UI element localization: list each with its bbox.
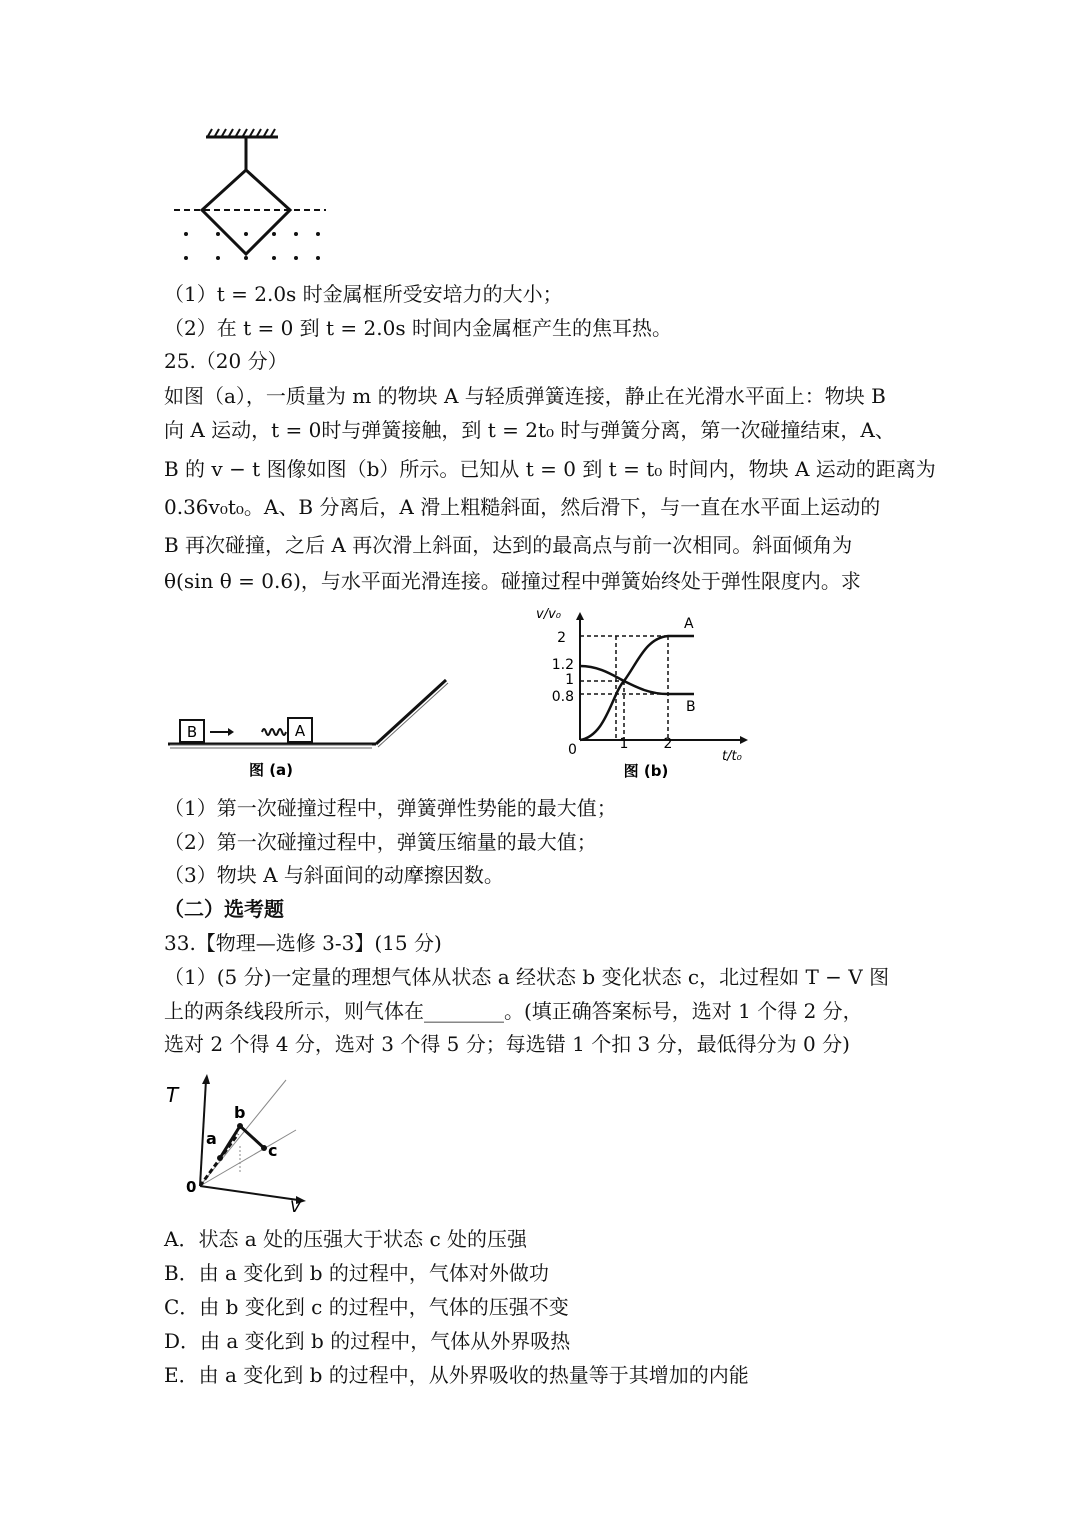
option-d: D．由 a 变化到 b 的过程中，气体从外界吸热 bbox=[164, 1329, 571, 1353]
arrow-head-icon bbox=[228, 728, 234, 736]
q25-body-line: 向 A 运动，t = 0时与弹簧接触，到 t = 2t₀ 时与弹簧分离，第一次碰撞结束，A、 bbox=[164, 418, 895, 442]
origin-label: 0 bbox=[186, 1178, 197, 1196]
segment-bc bbox=[240, 1126, 264, 1148]
q25-body-line: B 再次碰撞，之后 A 再次滑上斜面，达到的最高点与前一次相同。斜面倾角为 bbox=[164, 533, 853, 557]
block-b-label: B bbox=[186, 723, 198, 741]
spring-icon bbox=[262, 729, 286, 735]
block-a-label: A bbox=[294, 722, 306, 740]
y-tick-label: 2 bbox=[557, 630, 566, 646]
option-b: B．由 a 变化到 b 的过程中，气体对外做功 bbox=[164, 1261, 549, 1285]
origin-label: 0 bbox=[568, 742, 577, 758]
option-c: C．由 b 变化到 c 的过程中，气体的压强不变 bbox=[164, 1295, 569, 1319]
q25-figure-b bbox=[518, 602, 752, 786]
q24-subquestion-1: （1）t = 2.0s 时金属框所受安培力的大小； bbox=[164, 282, 563, 306]
x-axis-label: t/t₀ bbox=[722, 749, 742, 764]
q25-subquestion-2: （2）第一次碰撞过程中，弹簧压缩量的最大值； bbox=[164, 830, 597, 854]
segment-ab bbox=[220, 1126, 240, 1158]
x-tick-label: 1 bbox=[619, 736, 629, 752]
q33-body-line: 选对 2 个得 4 分，选对 3 个得 5 分；每选错 1 个扣 3 分，最低得分为 0 分) bbox=[164, 1032, 850, 1056]
figure-a-caption: 图 (a) bbox=[248, 761, 294, 779]
y-axis-label: v/v₀ bbox=[536, 607, 561, 622]
q33-body-line: 上的两条线段所示，则气体在________。(填正确答案标号，选对 1 个得 2 分， bbox=[164, 999, 863, 1023]
q33-tv-graph bbox=[160, 1066, 310, 1216]
curve-b bbox=[580, 666, 694, 694]
q25-body-line: θ(sin θ = 0.6)，与水平面光滑连接。碰撞过程中弹簧始终处于弹性限度内。求 bbox=[164, 569, 861, 593]
section-heading: （二）选考题 bbox=[164, 897, 284, 921]
point-a-label: a bbox=[206, 1129, 217, 1148]
figure-b-caption: 图 (b) bbox=[623, 762, 669, 780]
q25-subquestion-3: （3）物块 A 与斜面间的动摩擦因数。 bbox=[164, 863, 504, 887]
v-axis bbox=[200, 1186, 298, 1200]
q33-body-line: （1）(5 分)一定量的理想气体从状态 a 经状态 b 变化状态 c，北过程如 T − V 图 bbox=[164, 965, 890, 989]
q33-header: 33.【物理—选修 3-3】(15 分) bbox=[164, 931, 442, 955]
option-e: E．由 a 变化到 b 的过程中，从外界吸收的热量等于其增加的内能 bbox=[164, 1363, 749, 1387]
y-tick-label: 1 bbox=[565, 672, 574, 688]
q25-body-line: 0.36v₀t₀。A、B 分离后，A 滑上粗糙斜面，然后滑下，与一直在水平面上运动的 bbox=[164, 495, 881, 519]
q25-figure-a bbox=[166, 672, 456, 784]
x-tick-label: 2 bbox=[663, 736, 673, 752]
y-tick-label: 1.2 bbox=[551, 657, 574, 673]
curve-a-label: A bbox=[684, 616, 694, 632]
q25-body-line: 如图（a），一质量为 m 的物块 A 与轻质弹簧连接，静止在光滑水平面上：物块 B bbox=[164, 384, 886, 408]
point-c-label: c bbox=[268, 1141, 278, 1160]
point-b-label: b bbox=[234, 1103, 246, 1122]
guide-lines bbox=[580, 636, 668, 740]
v-axis-label: V bbox=[290, 1197, 301, 1216]
q24-frame-figure bbox=[166, 124, 336, 266]
curve-b-label: B bbox=[686, 699, 696, 715]
q25-subquestion-1: （1）第一次碰撞过程中，弹簧弹性势能的最大值； bbox=[164, 796, 617, 820]
y-tick-label: 0.8 bbox=[551, 689, 574, 705]
option-a: A．状态 a 处的压强大于状态 c 处的压强 bbox=[164, 1227, 527, 1251]
q25-header: 25.（20 分） bbox=[164, 349, 288, 373]
q25-body-line: B 的 v − t 图像如图（b）所示。已知从 t = 0 到 t = t₀ 时间内，物块 A 运动的距离为 bbox=[164, 457, 936, 481]
t-axis-label: T bbox=[166, 1083, 179, 1107]
q24-subquestion-2: （2）在 t = 0 到 t = 2.0s 时间内金属框产生的焦耳热。 bbox=[164, 316, 672, 340]
